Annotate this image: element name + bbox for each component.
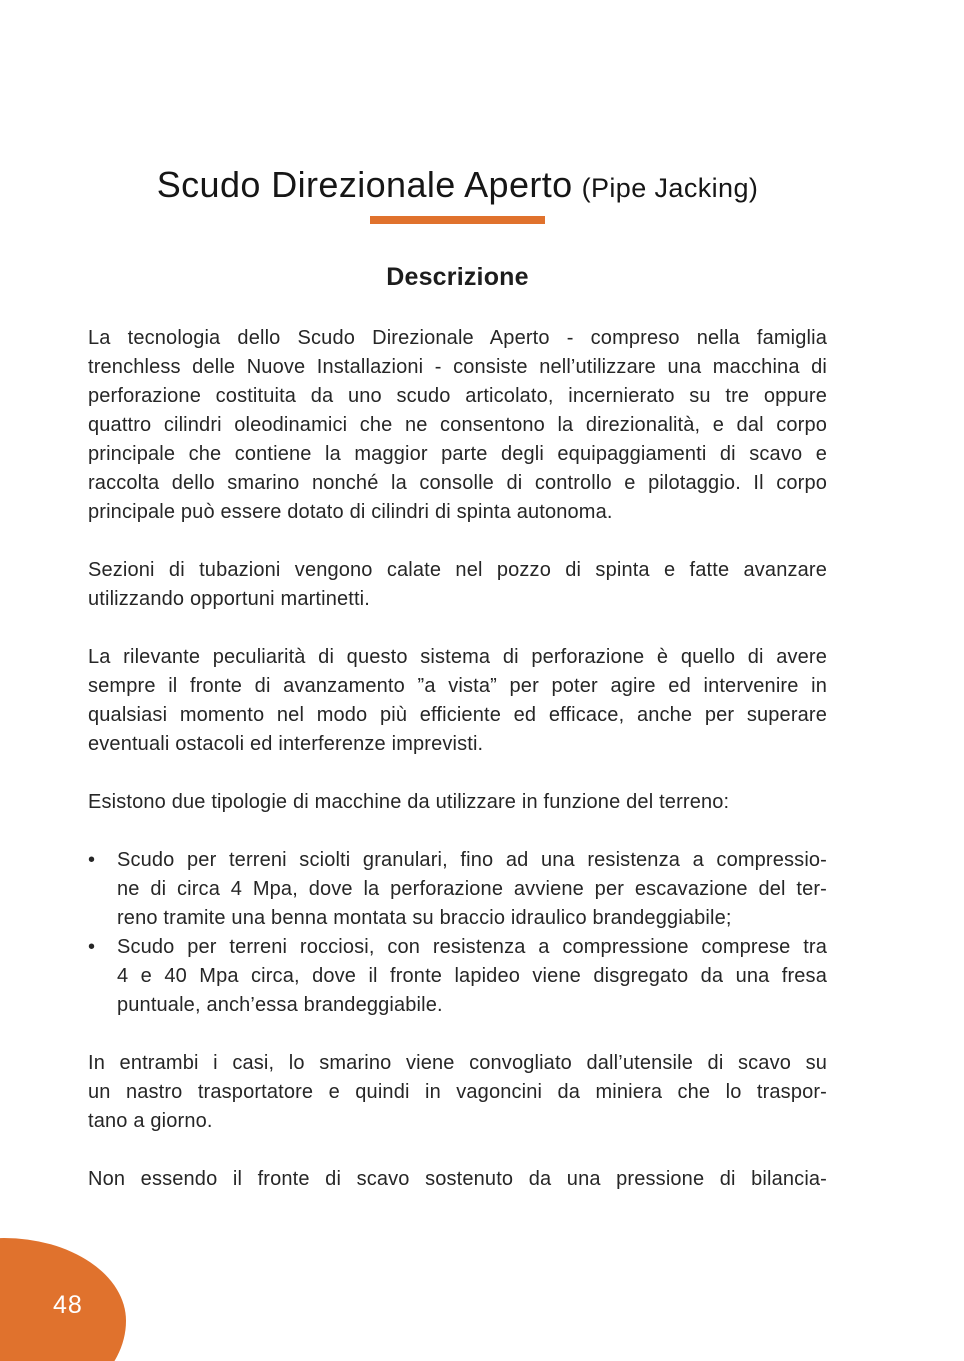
bullet-dot-icon: • <box>88 936 96 958</box>
text-line: sempre il fronte di avanzamento ”a vista” per poter agire ed intervenire in <box>88 675 827 697</box>
bullet-dot-icon: • <box>88 849 96 871</box>
text-line: un nastro trasportatore e quindi in vagoncini da miniera che lo traspor- <box>88 1081 827 1103</box>
paragraph <box>88 1049 827 1136</box>
text-line: In entrambi i casi, lo smarino viene convogliato dall’utensile di scavo su <box>88 1052 827 1074</box>
title-underline-rule <box>370 216 545 224</box>
list-item <box>88 846 827 933</box>
page-title <box>88 164 827 206</box>
paragraph <box>88 643 827 759</box>
section-heading: Descrizione <box>386 263 529 291</box>
text-line: puntuale, anch’essa brandeggiabile. <box>117 994 443 1016</box>
text-line: Esistono due tipologie di macchine da utilizzare in funzione del terreno: <box>88 791 730 813</box>
paragraph <box>88 1165 827 1194</box>
page-title-suffix: (Pipe Jacking) <box>581 173 759 203</box>
paragraph <box>88 788 827 817</box>
text-line: eventuali ostacoli ed interferenze imprevisti. <box>88 733 484 755</box>
list-item <box>88 933 827 1020</box>
text-line: ne di circa 4 Mpa, dove la perforazione avviene per escavazione del ter- <box>117 878 827 900</box>
bullet-list <box>88 846 827 1020</box>
text-line: reno tramite una benna montata su braccio idraulico brandeggiabile; <box>117 907 732 929</box>
text-line: Non essendo il fronte di scavo sostenuto da una pressione di bilancia- <box>88 1168 827 1190</box>
text-line: La tecnologia dello Scudo Direzionale Aperto - compreso nella famiglia <box>88 327 827 349</box>
page-number: 48 <box>53 1291 83 1319</box>
text-line: raccolta dello smarino nonché la consolle di controllo e pilotaggio. Il corpo <box>88 472 827 494</box>
text-line: tano a giorno. <box>88 1110 213 1132</box>
text-line: qualsiasi momento nel modo più efficiente ed efficace, anche per superare <box>88 704 827 726</box>
text-line: Scudo per terreni sciolti granulari, fino ad una resistenza a compressio- <box>117 849 827 871</box>
body-text <box>88 324 827 1194</box>
text-line: Scudo per terreni rocciosi, con resistenza a compressione comprese tra <box>117 936 827 958</box>
text-line: trenchless delle Nuove Installazioni - consiste nell’utilizzare una macchina di <box>88 356 827 378</box>
text-line: principale che contiene la maggior parte degli equipaggiamenti di scavo e <box>88 443 827 465</box>
paragraph <box>88 556 827 614</box>
page-title-main: Scudo Direzionale Aperto <box>156 164 573 205</box>
text-line: utilizzando opportuni martinetti. <box>88 588 370 610</box>
text-line: principale può essere dotato di cilindri di spinta autonoma. <box>88 501 613 523</box>
content-column <box>88 0 827 1361</box>
paragraph <box>88 324 827 527</box>
text-line: quattro cilindri oleodinamici che ne consentono la direzionalità, e dal corpo <box>88 414 827 436</box>
text-line: La rilevante peculiarità di questo sistema di perforazione è quello di avere <box>88 646 827 668</box>
text-line: perforazione costituita da uno scudo articolato, incernierato su tre oppure <box>88 385 827 407</box>
text-line: Sezioni di tubazioni vengono calate nel pozzo di spinta e fatte avanzare <box>88 559 827 581</box>
text-line: 4 e 40 Mpa circa, dove il fronte lapideo viene disgregato da una fresa <box>117 965 827 987</box>
